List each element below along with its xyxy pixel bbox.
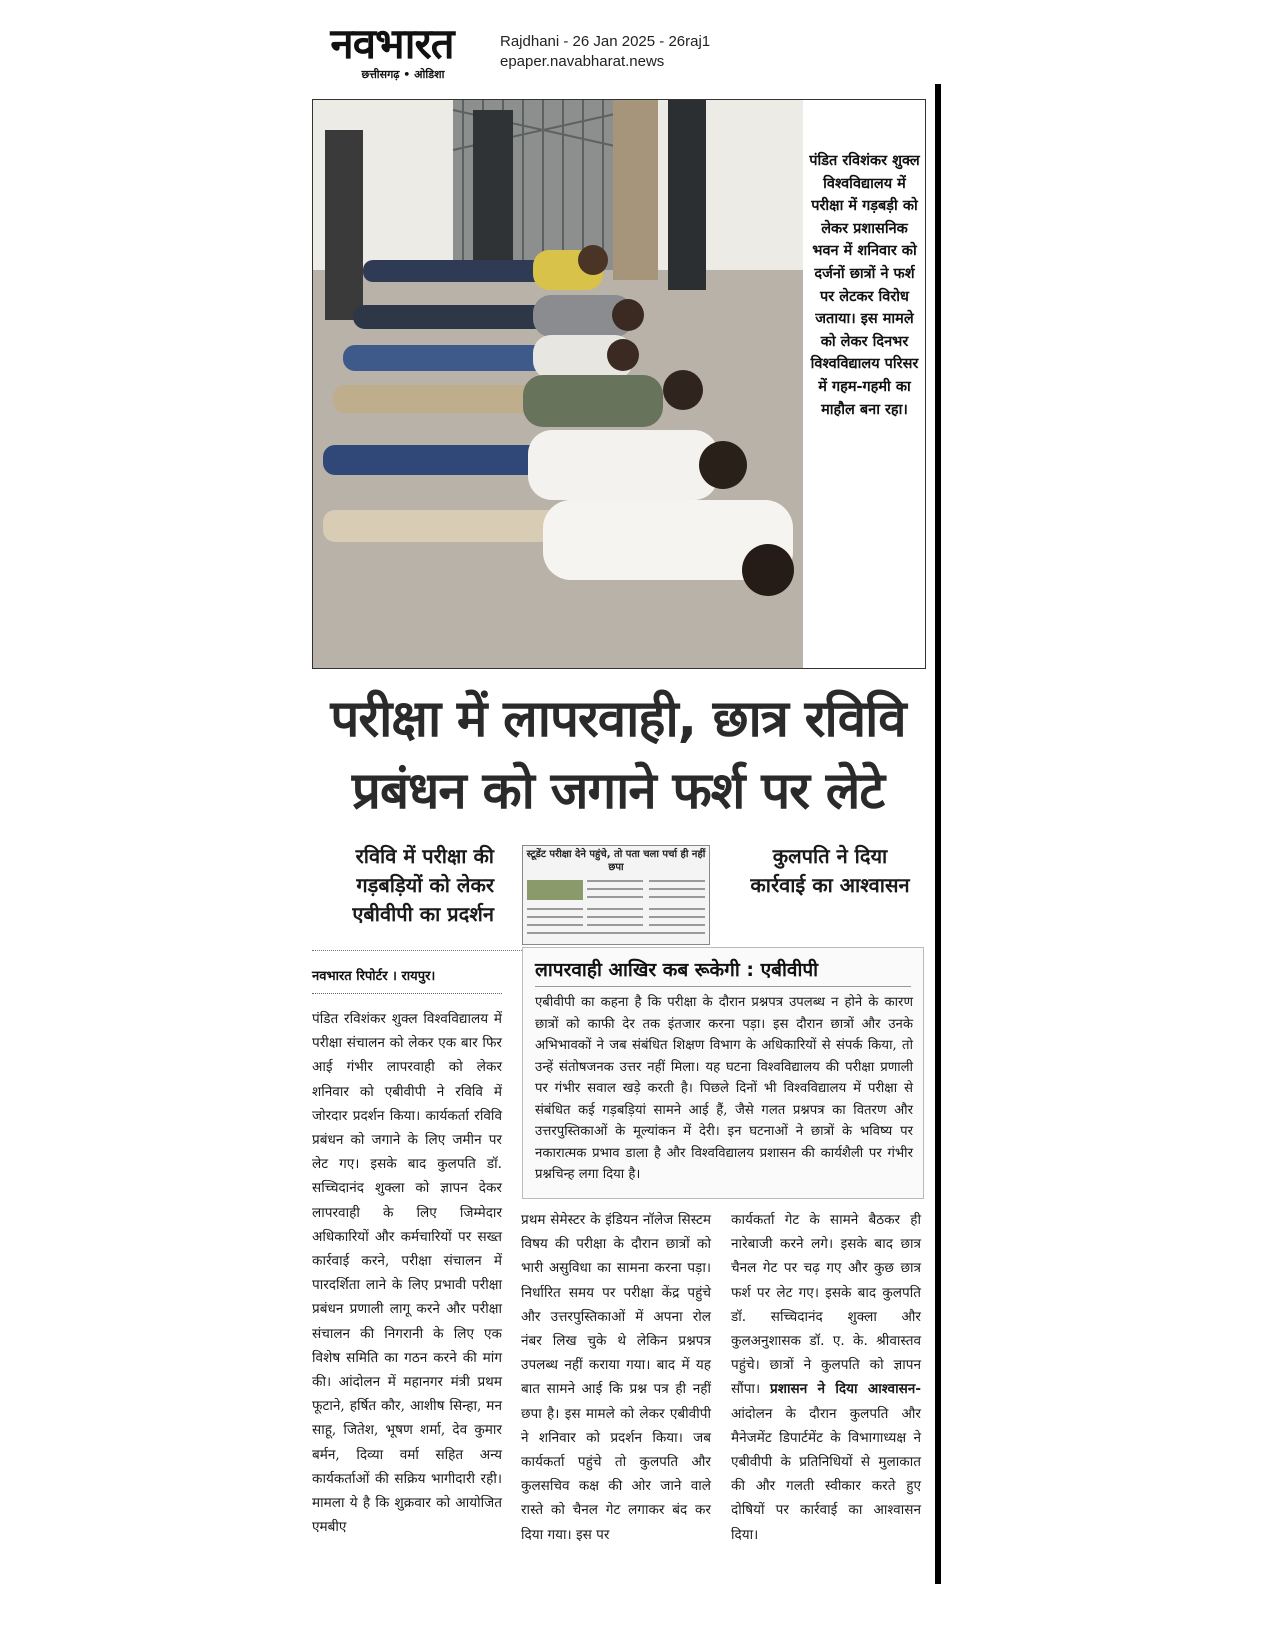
deck-right: कुलपति ने दिया कार्रवाई का आश्वासन <box>750 844 910 897</box>
story-column-3 <box>731 1208 921 1547</box>
clipping-text-line <box>527 916 583 918</box>
clipping-text-line <box>587 924 643 926</box>
story-column-3-continued: आंदोलन के दौरान कुलपति और मैनेजमेंट डिपार्टमेंट के विभागाध्यक्ष ने एबीवीपी के प्रतिनिधियों से मुलाकात की और गलती स्वीकार करते हुए दोषियों पर कार्रवाई का आश्वासन दिया। <box>731 1405 921 1543</box>
edition-line: Rajdhani - 26 Jan 2025 - 26raj1 <box>500 33 711 50</box>
photo-illustration <box>313 100 803 668</box>
protest-photo <box>313 100 803 668</box>
clipping-text-line <box>587 880 643 882</box>
clipping-text-line <box>587 896 643 898</box>
sidebar-story-rule <box>535 986 911 987</box>
clipping-text-line <box>649 888 705 890</box>
story-column-2: प्रथम सेमेस्टर के इंडियन नॉलेज सिस्टम विषय की परीक्षा के दौरान छात्रों को भारी असुविधा का सामना करना पड़ा। निर्धारित समय पर परीक्षा केंद्र पहुंचे और उत्तरपुस्तिकाओं में अपना रोल नंबर लिख चुके थे लेकिन प्रश्नपत्र उपलब्ध नहीं कराया गया। बाद में यह बात सामने आई कि प्रश्न पत्र ही नहीं छपा है। इस मामले को लेकर एबीवीपी ने शनिवार को प्रदर्शन किया। जब कार्यकर्ता पहुंचे तो कुलपति और कुलसचिव कक्ष की ओर जाने वाले रास्ते को चैनल गेट लगाकर बंद कर दिया गया। इस पर <box>521 1212 711 1543</box>
clipping-text-line <box>527 908 583 910</box>
edition-info <box>500 32 760 72</box>
clipping-text-line <box>587 908 643 910</box>
clipping-text-line <box>527 924 583 926</box>
headline-line-2: प्रबंधन को जगाने फर्श पर लेटे <box>351 762 885 821</box>
epaper-site: epaper.navabharat.news <box>500 53 665 70</box>
clipping-title: स्टूडेंट परीक्षा देने पहुंचे, तो पता चला पर्चा ही नहीं छपा <box>526 849 706 873</box>
clipping-photo <box>527 880 583 900</box>
column-rule <box>935 84 941 1584</box>
photo-block <box>312 99 926 669</box>
clipping-text-line <box>587 916 643 918</box>
clipping-text-line <box>649 908 705 910</box>
headline <box>312 684 924 828</box>
clipping-text-line <box>649 916 705 918</box>
logo-subtitle: छत्तीसगढ़ • ओडिशा <box>361 68 445 81</box>
byline: नवभारत रिपोर्टर । रायपुर। <box>312 969 436 984</box>
logo-text: नवभारत <box>330 19 454 68</box>
sidebar-story-text: एबीवीपी का कहना है कि परीक्षा के दौरान प्रश्नपत्र उपलब्ध न होने के कारण छात्रों को काफी देर तक इंतजार करना पड़ा। इस दौरान छात्रों और उनके अभिभावकों ने जब संबंधित शिक्षण विभाग के अधिकारियों से संपर्क किया, तो उन्हें संतोषजनक उत्तर नहीं मिला। यह घटना विश्वविद्यालय की परीक्षा प्रणाली पर गंभीर सवाल खड़े करती है। पिछले दिनों भी विश्वविद्यालय में परीक्षा से संबंधित कई गड़बड़ियां सामने आई हैं, जैसे गलत प्रश्नपत्र का वितरण और उत्तरपुस्तिकाओं के मूल्यांकन में देरी। इन घटनाओं ने छात्रों के भविष्य पर नकारात्मक प्रभाव डाला है और विश्वविद्यालय प्रशासन की कार्यशैली पर गंभीर प्रश्नचिन्ह लगा दिया है। <box>535 995 913 1182</box>
byline-divider <box>312 993 502 994</box>
story-column-3-text: कार्यकर्ता गेट के सामने बैठकर ही नारेबाजी करने लगे। इसके बाद छात्र चैनल गेट पर चढ़ गए और कुछ छात्र फर्श पर लेट गए। इसके बाद कुलपति डॉ. सच्चिदानंद शुक्ला और कुलअनुशासक डॉ. ए. के. श्रीवास्तव पहुंचे। छात्रों ने कुलपति को ज्ञापन सौंपा। <box>731 1212 921 1398</box>
clipping-thumbnail <box>522 845 710 945</box>
clipping-text-line <box>649 896 705 898</box>
clipping-text-line <box>649 880 705 882</box>
masthead-logo <box>298 19 486 82</box>
headline-line-1: परीक्षा में लापरवाही, छात्र रविवि <box>330 690 906 749</box>
clipping-text-line <box>527 932 705 934</box>
deck-left: रविवि में परीक्षा की गड़बड़ियों को लेकर एबीवीपी का प्रदर्शन <box>352 844 494 926</box>
photo-caption: पंडित रविशंकर शुक्ल विश्वविद्यालय में परीक्षा में गड़बड़ी को लेकर प्रशासनिक भवन में शनिवार को दर्जनों छात्रों ने फर्श पर लेटकर विरोध जताया। इस मामले को लेकर दिनभर विश्वविद्यालय परिसर में गहम-गहमी का माहौल बना रहा। <box>809 153 920 418</box>
clipping-text-line <box>587 888 643 890</box>
sidebar-story-box <box>522 947 924 1199</box>
sidebar-story-title: लापरवाही आखिर कब रूकेगी : एबीवीपी <box>535 959 819 981</box>
clipping-text-line <box>649 924 705 926</box>
story-column-1: पंडित रविशंकर शुक्ल विश्वविद्यालय में परीक्षा संचालन को लेकर एक बार फिर आई गंभीर लापरवाही को लेकर शनिवार को एबीवीपी ने रविवि में जोरदार प्रदर्शन किया। कार्यकर्ता रविवि प्रबंधन को जगाने के लिए जमीन पर लेट गए। इसके बाद कुलपति डॉ. सच्चिदानंद शुक्ला को ज्ञापन देकर लापरवाही के लिए जिम्मेदार अधिकारियों और कर्मचारियों पर सख्त कार्रवाई करने, परीक्षा संचालन में पारदर्शिता लाने के लिए प्रभावी परीक्षा प्रबंधन प्रणाली लागू करने और परीक्षा संचालन की निगरानी के लिए एक विशेष समिति का गठन करने की मांग की। आंदोलन में महानगर मंत्री प्रथम फूटाने, हर्षित कौर, आशीष सिन्हा, मन साहू, जितेश, भूषण शर्मा, देव कुमार बर्मन, दिव्या वर्मा सहित अन्य कार्यकर्ताओं की सक्रिय भागीदारी रही। मामला ये है कि शुक्रवार को आयोजित एमबीए <box>312 1011 502 1536</box>
story-subhead: प्रशासन ने दिया आश्वासन- <box>770 1381 921 1398</box>
